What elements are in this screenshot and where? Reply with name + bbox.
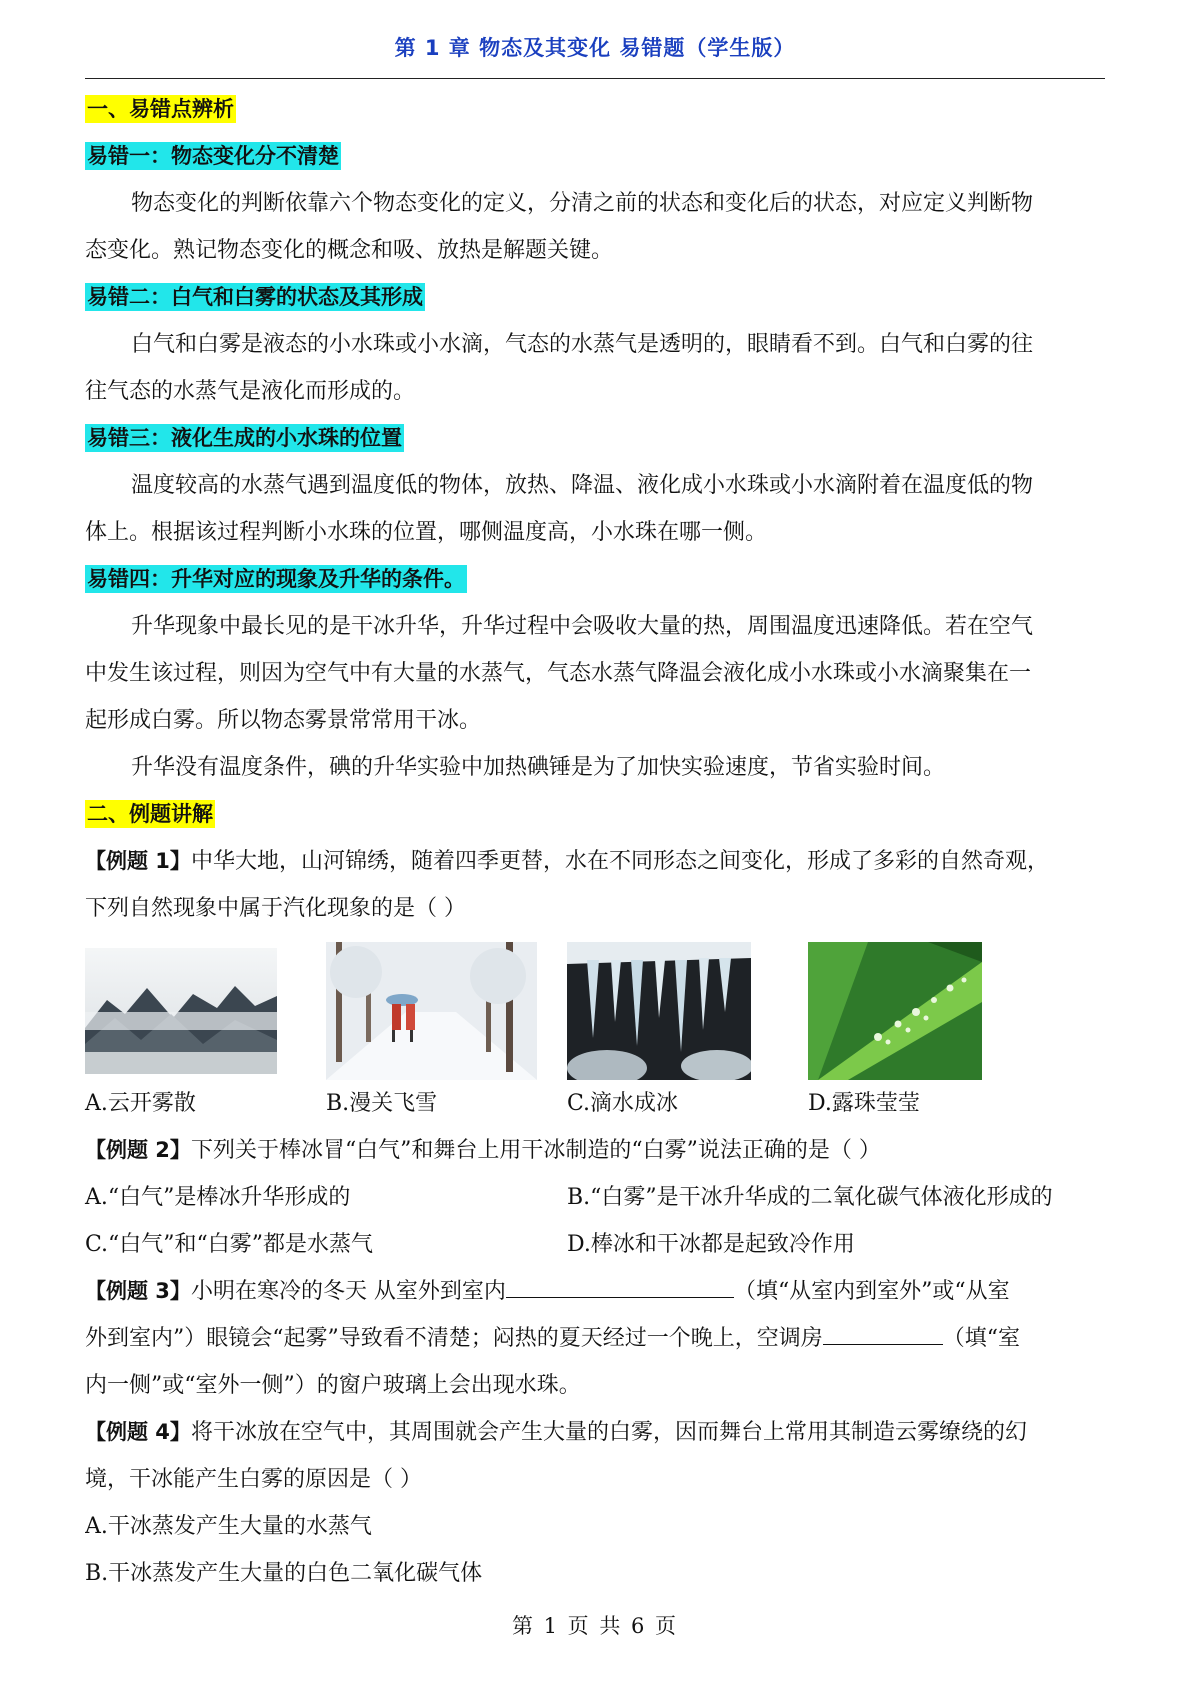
paragraph-line: 体上。根据该过程判断小水珠的位置，哪侧温度高，小水珠在哪一侧。 (85, 520, 768, 545)
option-a: A.“白气”是棒冰升华形成的 (85, 1185, 351, 1210)
question-text: 内一侧”或“室外一侧”）的窗户玻璃上会出现水珠。 (85, 1373, 581, 1398)
answer-blank[interactable] (506, 1275, 734, 1298)
question-text: 小明在寒冷的冬天 从室外到室内 (190, 1279, 506, 1304)
question-tag: 【例题 4】 (85, 1420, 191, 1444)
question-text: 下列自然现象中属于汽化现象的是（ ） (85, 896, 466, 921)
question-4 (85, 1409, 1105, 1456)
paragraph-line: 往气态的水蒸气是液化而形成的。 (85, 379, 416, 404)
question-text: 下列关于棒冰冒“白气”和舞台上用干冰制造的“白雾”说法正确的是（ ） (190, 1138, 881, 1163)
question-1 (85, 838, 1105, 885)
section-title-2: 二、例题讲解 (87, 802, 213, 826)
paragraph-line: 态变化。熟记物态变化的概念和吸、放热是解题关键。 (85, 238, 614, 263)
paragraph-line: 起形成白雾。所以物态雾景常常用干冰。 (85, 708, 482, 733)
point-title-2: 易错二：白气和白雾的状态及其形成 (87, 285, 423, 309)
question-text: （填“从室内到室外”或“从室 (733, 1279, 1010, 1304)
point-title-1: 易错一：物态变化分不清楚 (87, 144, 339, 168)
header-rule (85, 78, 1105, 79)
question-tag: 【例题 1】 (85, 849, 191, 873)
option-b: B.干冰蒸发产生大量的白色二氧化碳气体 (85, 1561, 483, 1586)
question-tag: 【例题 3】 (85, 1279, 191, 1303)
option-b: B.“白雾”是干冰升华成的二氧化碳气体液化形成的 (567, 1185, 1053, 1210)
question-text: 外到室内”）眼镜会“起雾”导致看不清楚；闷热的夏天经过一个晚上，空调房 (85, 1326, 823, 1351)
answer-blank[interactable] (823, 1322, 943, 1345)
content (85, 86, 1105, 1597)
question-tag: 【例题 2】 (85, 1138, 191, 1162)
paragraph-line: 中发生该过程，则因为空气中有大量的水蒸气，气态水蒸气降温会液化成小水珠或小水滴聚集在一 (85, 661, 1032, 686)
question-2 (85, 1127, 1105, 1174)
question-1-images (85, 942, 1105, 1080)
option-a: A.干冰蒸发产生大量的水蒸气 (85, 1514, 372, 1539)
question-text: 境，干冰能产生白雾的原因是（ ） (85, 1467, 422, 1492)
option-b-caption: B.漫关飞雪 (326, 1091, 438, 1116)
point-title-3: 易错三：液化生成的小水珠的位置 (87, 426, 402, 450)
paragraph-line: 升华没有温度条件，碘的升华实验中加热碘锤是为了加快实验速度，节省实验时间。 (131, 755, 946, 780)
page-header-title: 第 1 章 物态及其变化 易错题（学生版） (394, 36, 796, 60)
option-d-caption: D.露珠莹莹 (808, 1091, 920, 1116)
paragraph-line: 白气和白雾是液态的小水珠或小水滴，气态的水蒸气是透明的，眼睛看不到。白气和白雾的往 (131, 332, 1034, 357)
question-text: 将干冰放在空气中，其周围就会产生大量的白雾，因而舞台上常用其制造云雾缭绕的幻 (190, 1420, 1027, 1445)
question-text: 中华大地，山河锦绣，随着四季更替，水在不同形态之间变化，形成了多彩的自然奇观， (190, 849, 1049, 874)
point-title-4: 易错四：升华对应的现象及升华的条件。 (87, 567, 465, 591)
option-c-caption: C.滴水成冰 (567, 1091, 679, 1116)
option-d: D.棒冰和干冰都是起致冷作用 (567, 1232, 855, 1257)
dew-grass-image (808, 942, 982, 1080)
icicles-image (567, 942, 751, 1080)
mist-mountains-image (85, 948, 277, 1074)
option-row (85, 1174, 1105, 1221)
option-a-caption: A.云开雾散 (85, 1091, 196, 1116)
option-c: C.“白气”和“白雾”都是水蒸气 (85, 1232, 374, 1257)
snow-scene-image (326, 942, 537, 1080)
paragraph-line: 温度较高的水蒸气遇到温度低的物体，放热、降温、液化成小水珠或小水滴附着在温度低的物 (131, 473, 1034, 498)
question-1-captions (85, 1080, 1105, 1127)
page-footer: 第 1 页 共 6 页 (511, 1614, 679, 1638)
option-row (85, 1221, 1105, 1268)
section-title-1: 一、易错点辨析 (87, 97, 234, 121)
question-text: （填“室 (942, 1326, 1020, 1351)
paragraph-line: 升华现象中最长见的是干冰升华，升华过程中会吸收大量的热，周围温度迅速降低。若在空气 (131, 614, 1034, 639)
paragraph-line: 物态变化的判断依靠六个物态变化的定义，分清之前的状态和变化后的状态，对应定义判断物 (131, 191, 1034, 216)
question-3 (85, 1268, 1105, 1315)
